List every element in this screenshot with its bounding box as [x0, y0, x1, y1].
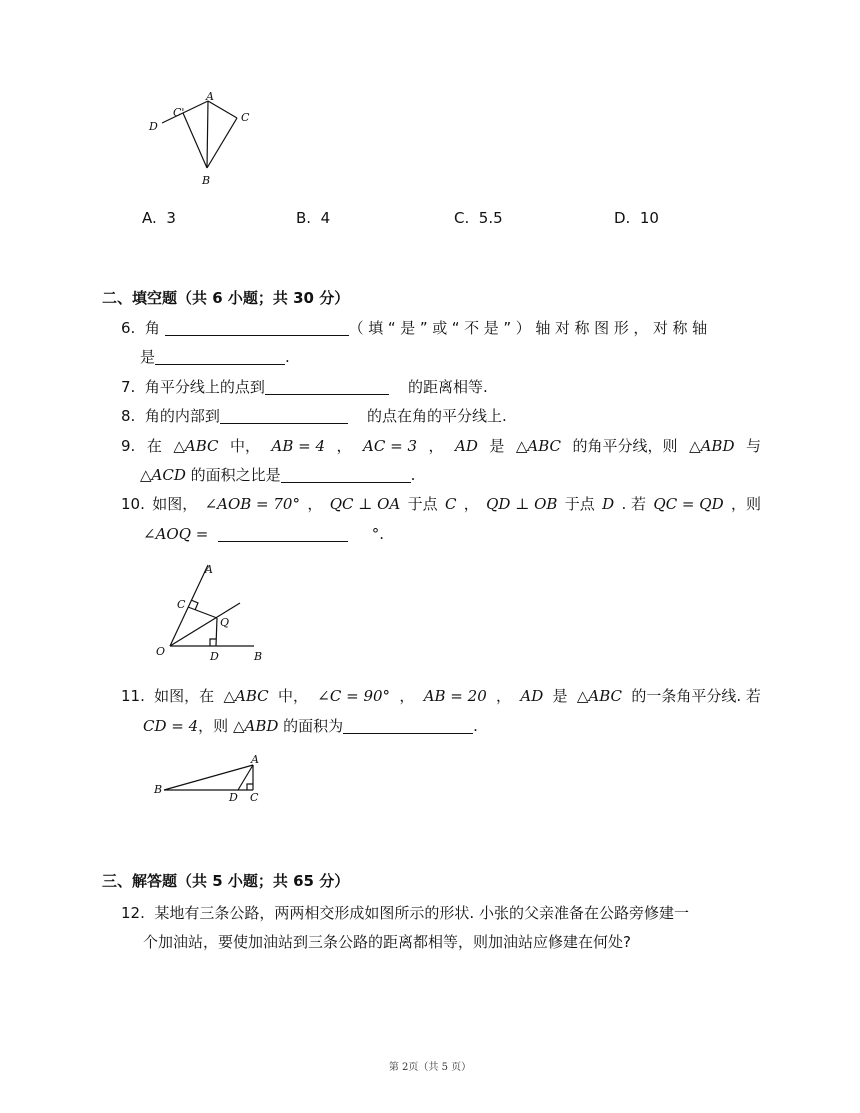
answer-blank[interactable] — [218, 525, 348, 542]
angle-label-q: Q — [220, 616, 230, 629]
triangle-label-a: A — [251, 753, 259, 766]
triangle-figure — [150, 750, 270, 810]
kite-label-c: C — [241, 111, 250, 124]
angle-label-a: A — [205, 563, 213, 576]
option-b: B. 4 — [296, 209, 331, 227]
question-10: 10. 如图， ∠AOB = 70° ， QC ⊥ OA 于点 C ， QD ⊥ OB 于点 D . 若 QC = QD ，则 — [121, 495, 761, 513]
question-11-line2: CD = 4，则 △ABD 的面积为 . — [143, 717, 478, 735]
question-6: 6. 角 （填“是”或“不是”）轴对称图形，对称轴 — [121, 319, 712, 337]
question-9-line2: △ACD 的面积之比是 . — [140, 466, 416, 484]
answer-blank[interactable] — [220, 407, 348, 424]
question-11: 11. 如图，在 △ABC 中， ∠C = 90° ， AB = 20 ， AD 是 △ABC 的一条角平分线. 若 — [121, 687, 761, 705]
answer-blank[interactable] — [281, 466, 411, 483]
kite-label-c-prime: C' — [173, 106, 185, 119]
triangle-label-c: C — [250, 791, 259, 804]
kite-label-a: A — [206, 90, 214, 103]
question-9: 9. 在 △ABC 中， AB = 4 ， AC = 3 ， AD 是 △ABC 的角平分线，则 △ABD 与 — [121, 437, 761, 455]
angle-label-d: D — [210, 650, 219, 663]
question-6-line2: 是 . — [140, 348, 290, 366]
option-d: D. 10 — [614, 209, 659, 227]
question-12: 12. 某地有三条公路，两两相交形成如图所示的形状. 小张的父亲准备在公路旁修建一 — [121, 904, 689, 922]
kite-figure — [140, 88, 260, 193]
answer-blank[interactable] — [155, 348, 285, 365]
question-7: 7. 角平分线上的点到 的距离相等. — [121, 378, 488, 396]
triangle-label-d: D — [229, 791, 238, 804]
question-12-line2: 个加油站，要使加油站到三条公路的距离都相等，则加油站应修建在何处? — [143, 933, 631, 951]
kite-label-b: B — [202, 174, 211, 187]
section-3-title: 三、解答题（共 5 小题；共 65 分） — [102, 872, 350, 890]
section-2-title: 二、填空题（共 6 小题；共 30 分） — [102, 289, 350, 307]
angle-label-b: B — [254, 650, 263, 663]
answer-blank[interactable] — [265, 378, 389, 395]
option-c: C. 5.5 — [454, 209, 503, 227]
answer-blank[interactable] — [165, 319, 349, 336]
question-10-line2: ∠AOQ = °. — [143, 525, 385, 543]
angle-label-o: O — [156, 645, 166, 658]
question-8: 8. 角的内部到 的点在角的平分线上. — [121, 407, 507, 425]
angle-figure — [150, 558, 275, 666]
kite-label-d: D — [149, 120, 158, 133]
option-a: A. 3 — [142, 209, 176, 227]
triangle-label-b: B — [154, 783, 163, 796]
angle-label-c: C — [177, 598, 186, 611]
page-footer: 第 2页（共 5 页） — [388, 1062, 472, 1073]
answer-blank[interactable] — [343, 717, 473, 734]
